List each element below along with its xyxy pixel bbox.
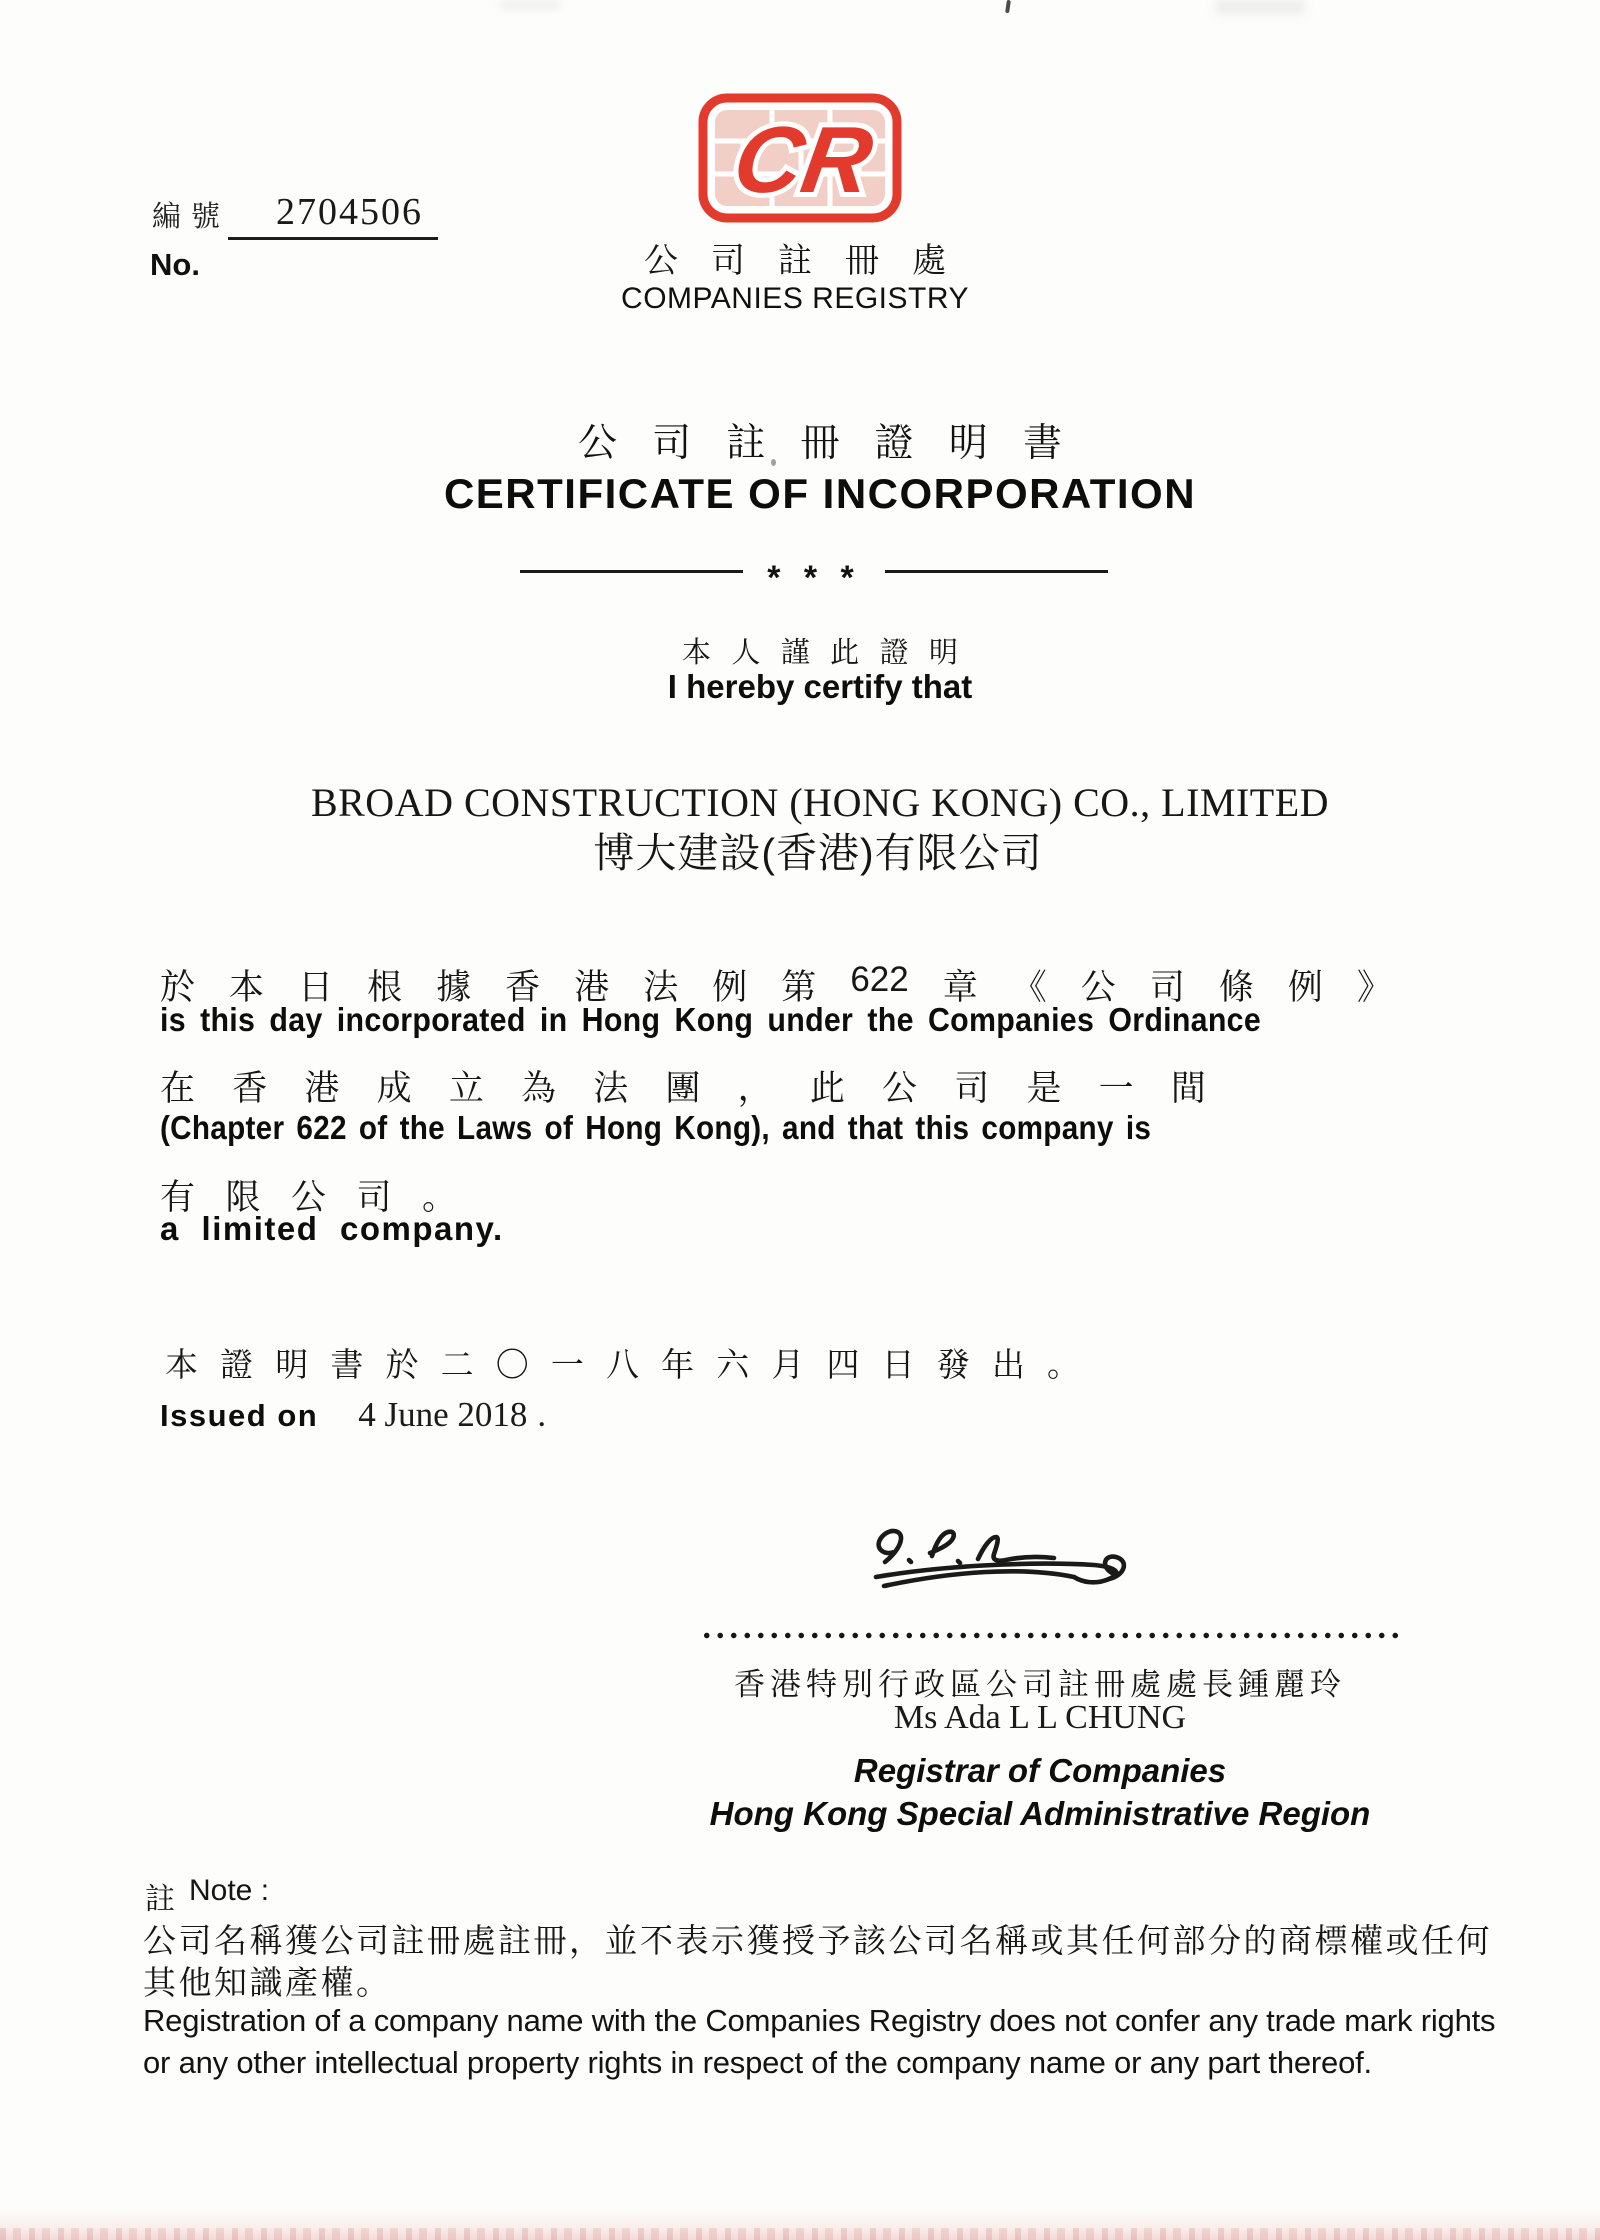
char-token: 司 [1149,968,1185,1007]
char-token: 司 [652,422,692,465]
char-token: 日 [298,968,334,1007]
char-token: 於 [385,1346,419,1383]
char-token: 冊 [800,422,840,465]
ref-number-underline [228,237,438,240]
char-token: 間 [1170,1069,1206,1108]
registrar-name: Ms Ada L L CHUNG [893,1699,1187,1736]
char-token: 一 [550,1346,584,1383]
body-line2-cjk [160,1061,1206,1111]
char-token: 為 [521,1069,557,1108]
registry-name-cjk [644,233,946,282]
certify-line-cjk [682,630,958,671]
registrar-title: Registrar of Companies [853,1752,1227,1789]
char-token: 明 [928,637,958,669]
signature-icon [860,1516,1160,1612]
title-divider [520,552,1108,597]
char-token: 一 [1098,1069,1134,1108]
char-token: 有 [160,1178,196,1217]
scan-artifact-smudge [1215,0,1305,14]
char-token: 公 [1080,968,1116,1007]
cr-logo-icon [697,92,903,224]
char-token: 書 [330,1346,364,1383]
char-token: 註 [778,242,812,280]
note-cjk-line1: 公司名稱獲公司註冊處註冊，並不表示獲授予該公司名稱或其任何部分的商標權或任何 [143,1922,1492,1959]
char-token: 是 [1026,1069,1062,1108]
char-token: 本 [682,637,712,669]
char-token: 人 [731,637,761,669]
char-token: 公 [578,422,618,465]
issued-date-value: 4 June 2018 [358,1395,528,1434]
char-token: 此 [830,637,860,669]
char-token: 例 [1287,968,1323,1007]
char-token: 冊 [845,242,879,280]
char-token: 司 [954,1069,990,1108]
registrar-region: Hong Kong Special Administrative Region [709,1795,1371,1832]
ref-number-value: 2704506 [276,191,423,233]
char-token: 。 [1047,1346,1080,1383]
registrar-signature [860,1516,1160,1612]
char-token: 第 [781,968,817,1007]
ref-number-label-cjk: 編號 [152,201,231,233]
signature-dotted-line [700,1631,1402,1640]
svg-text:CR: CR [726,107,880,213]
char-token: 日 [881,1346,915,1383]
char-token: 證 [874,422,914,465]
char-token: 此 [809,1069,845,1108]
char-token: 書 [1022,422,1062,465]
body-line1-en: is this day incorporated in Hong Kong under the Companies Ordinance [160,1001,1261,1038]
note-cjk-line2: 其他知識產權。 [143,1964,392,2001]
certificate-title-cjk [578,412,1062,468]
registrar-line-cjk: 香港特別行政區公司註冊處處長鍾麗玲 [734,1667,1346,1702]
char-token: 《 [1011,968,1047,1007]
char-token: 限 [225,1178,261,1217]
char-token: ， [737,1069,773,1108]
divider-stars: * * * [767,559,861,597]
char-token: 香 [232,1069,268,1108]
char-token: 據 [436,968,472,1007]
char-token: 出 [991,1346,1025,1383]
char-token: 條 [1218,968,1254,1007]
issue-date-line-cjk [165,1339,1080,1386]
scan-artifact-bottom-edge [0,2210,1600,2240]
body-line3-en: a limited company. [160,1210,504,1247]
char-token: 本 [165,1346,198,1383]
note-label-cjk: 註 [145,1883,175,1916]
char-token: 謹 [780,637,810,669]
char-token: 二 [440,1346,474,1383]
char-token: 港 [304,1069,340,1108]
char-token: 立 [448,1069,484,1108]
char-token: 公 [644,242,678,280]
char-token: 處 [912,242,946,280]
note-label-en: Note : [189,1874,270,1907]
issued-on-label: Issued on [160,1398,319,1433]
char-token: 〇 [495,1346,529,1383]
certify-line-en: I hereby certify that [667,668,973,705]
char-token: 年 [661,1346,695,1383]
char-token: 在 [160,1069,196,1108]
certificate-title-en: CERTIFICATE OF INCORPORATION [443,470,1197,517]
char-token: 明 [275,1346,309,1383]
divider-left-rule [520,570,743,573]
char-token: 例 [712,968,748,1007]
char-token: 本 [229,968,265,1007]
char-token: 團 [665,1069,701,1108]
char-token: 成 [376,1069,412,1108]
company-name-en: BROAD CONSTRUCTION (HONG KONG) CO., LIMITED [310,780,1330,825]
char-token: 明 [948,422,988,465]
char-token: 月 [771,1346,805,1383]
char-token: 證 [879,637,909,669]
scan-speck [771,459,776,466]
char-token: 八 [606,1346,639,1383]
char-token: 根 [367,968,403,1007]
char-token: 司 [711,242,745,280]
note-en-line2: or any other intellectual property rights in respect of the company name or any part thereof. [143,2045,1372,2080]
char-token: 港 [574,968,610,1007]
note-label [145,1874,269,1918]
divider-right-rule [885,570,1108,573]
issued-on-row [160,1395,546,1435]
char-token: 發 [936,1346,970,1383]
char-token: 法 [643,968,679,1007]
char-token: 六 [716,1346,750,1383]
char-token: 註 [726,422,766,465]
char-token: 香 [505,968,541,1007]
scan-artifact-smudge [500,0,560,10]
char-token: 四 [826,1346,860,1383]
char-token: 證 [220,1346,254,1383]
companies-registry-logo [697,92,903,224]
company-name-cjk: 博大建設(香港)有限公司 [593,830,1043,876]
char-token: 公 [882,1069,918,1108]
scan-artifact-tick [1005,0,1011,13]
char-token: 司 [356,1178,392,1217]
char-token: 公 [290,1178,326,1217]
registry-name-en: COMPANIES REGISTRY [621,282,969,315]
body-line2-en: (Chapter 622 of the Laws of Hong Kong), and that this company is [160,1109,1152,1146]
note-en-line1: Registration of a company name with the Companies Registry does not confer any trade mark rights [143,2003,1496,2038]
char-token: 於 [160,968,196,1007]
char-token: 章 [942,968,978,1007]
char-token: 法 [593,1069,629,1108]
issued-date-period: . [537,1395,547,1434]
char-token: 622 [850,960,909,999]
ref-number-label-en: No. [150,247,200,282]
char-token: 。 [421,1178,457,1217]
char-token: 》 [1356,968,1392,1007]
